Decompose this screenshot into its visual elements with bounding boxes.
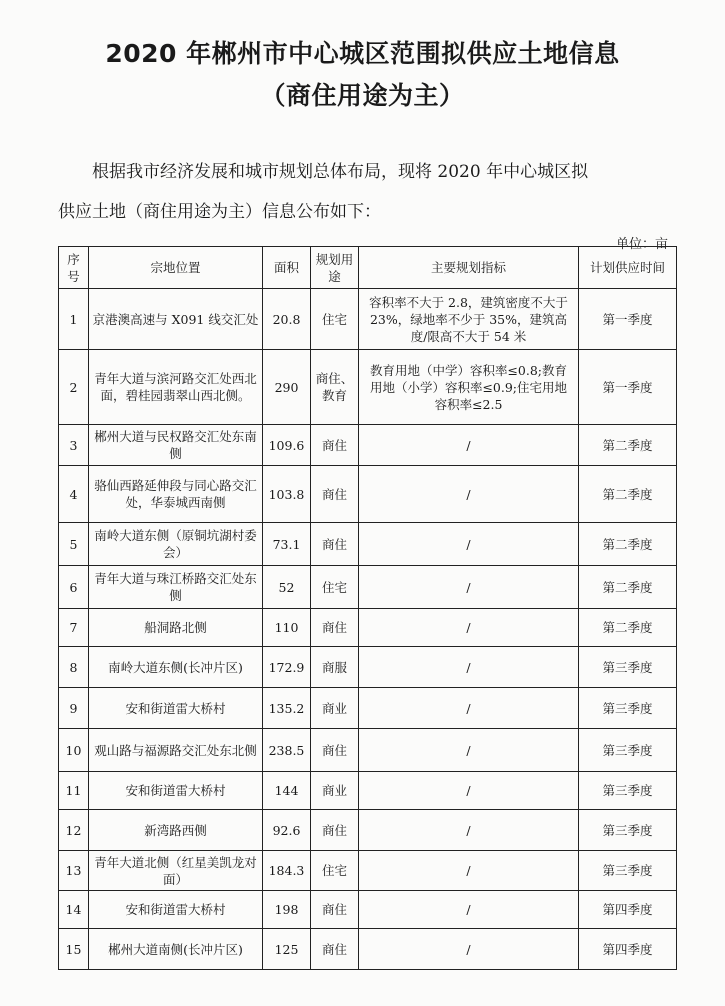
cell-use: 住宅: [311, 851, 359, 891]
cell-use: 住宅: [311, 566, 359, 609]
header-location: 宗地位置: [89, 247, 263, 289]
cell-area: 172.9: [263, 647, 311, 688]
cell-seq: 11: [59, 772, 89, 810]
cell-use: 商住、教育: [311, 350, 359, 425]
cell-use: 商住: [311, 729, 359, 772]
cell-location: 郴州大道与民权路交汇处东南侧: [89, 425, 263, 466]
cell-area: 184.3: [263, 851, 311, 891]
cell-location: 青年大道与珠江桥路交汇处东侧: [89, 566, 263, 609]
land-supply-table: [58, 246, 677, 970]
cell-location: 安和街道雷大桥村: [89, 772, 263, 810]
table-row: [59, 891, 677, 929]
table-row: [59, 647, 677, 688]
cell-metrics: 容积率不大于 2.8，建筑密度不大于 23%，绿地率不少于 35%，建筑高度/限高不大于 54 米: [359, 289, 579, 350]
cell-timing: 第三季度: [579, 851, 677, 891]
cell-area: 20.8: [263, 289, 311, 350]
cell-use: 商住: [311, 523, 359, 566]
cell-metrics: /: [359, 609, 579, 647]
cell-area: 238.5: [263, 729, 311, 772]
cell-use: 商住: [311, 810, 359, 851]
cell-seq: 13: [59, 851, 89, 891]
cell-timing: 第一季度: [579, 350, 677, 425]
cell-timing: 第二季度: [579, 523, 677, 566]
cell-seq: 3: [59, 425, 89, 466]
cell-area: 109.6: [263, 425, 311, 466]
intro-paragraph-line-1: 根据我市经济发展和城市规划总体布局，现将 2020 年中心城区拟: [92, 162, 589, 182]
cell-area: 73.1: [263, 523, 311, 566]
cell-use: 住宅: [311, 289, 359, 350]
header-use: 规划用途: [311, 247, 359, 289]
table-row: [59, 729, 677, 772]
cell-metrics: /: [359, 891, 579, 929]
cell-seq: 14: [59, 891, 89, 929]
cell-metrics: /: [359, 772, 579, 810]
cell-metrics: /: [359, 810, 579, 851]
header-area: 面积: [263, 247, 311, 289]
cell-seq: 9: [59, 688, 89, 729]
cell-metrics: /: [359, 688, 579, 729]
cell-seq: 6: [59, 566, 89, 609]
cell-location: 船洞路北侧: [89, 609, 263, 647]
cell-metrics: 教育用地（中学）容积率≤0.8;教育用地（小学）容积率≤0.9;住宅用地容积率≤2.5: [359, 350, 579, 425]
cell-timing: 第三季度: [579, 772, 677, 810]
cell-area: 135.2: [263, 688, 311, 729]
cell-timing: 第三季度: [579, 810, 677, 851]
cell-area: 103.8: [263, 466, 311, 523]
cell-area: 52: [263, 566, 311, 609]
cell-location: 观山路与福源路交汇处东北侧: [89, 729, 263, 772]
table-row: [59, 350, 677, 425]
cell-timing: 第二季度: [579, 566, 677, 609]
cell-metrics: /: [359, 425, 579, 466]
cell-timing: 第四季度: [579, 929, 677, 970]
cell-location: 南岭大道东侧(长冲片区): [89, 647, 263, 688]
cell-timing: 第一季度: [579, 289, 677, 350]
cell-area: 144: [263, 772, 311, 810]
cell-area: 290: [263, 350, 311, 425]
header-metrics: 主要规划指标: [359, 247, 579, 289]
cell-location: 骆仙西路延伸段与同心路交汇处，华泰城西南侧: [89, 466, 263, 523]
cell-timing: 第二季度: [579, 466, 677, 523]
table-row: [59, 425, 677, 466]
cell-use: 商住: [311, 425, 359, 466]
cell-timing: 第四季度: [579, 891, 677, 929]
cell-metrics: /: [359, 523, 579, 566]
cell-area: 92.6: [263, 810, 311, 851]
cell-timing: 第三季度: [579, 688, 677, 729]
cell-seq: 8: [59, 647, 89, 688]
cell-area: 198: [263, 891, 311, 929]
cell-use: 商业: [311, 688, 359, 729]
cell-area: 110: [263, 609, 311, 647]
intro-paragraph-line-2: 供应土地（商住用途为主）信息公布如下：: [58, 202, 381, 222]
cell-area: 125: [263, 929, 311, 970]
cell-use: 商住: [311, 466, 359, 523]
cell-seq: 10: [59, 729, 89, 772]
cell-location: 南岭大道东侧（原铜坑湖村委会）: [89, 523, 263, 566]
cell-location: 郴州大道南侧(长冲片区): [89, 929, 263, 970]
cell-seq: 7: [59, 609, 89, 647]
table-row: [59, 772, 677, 810]
cell-use: 商住: [311, 609, 359, 647]
cell-metrics: /: [359, 729, 579, 772]
cell-timing: 第二季度: [579, 425, 677, 466]
header-seq: 序号: [59, 247, 89, 289]
cell-location: 青年大道北侧（红星美凯龙对面）: [89, 851, 263, 891]
cell-seq: 15: [59, 929, 89, 970]
table-row: [59, 523, 677, 566]
table-row: [59, 466, 677, 523]
header-timing: 计划供应时间: [579, 247, 677, 289]
cell-location: 京港澳高速与 X091 线交汇处: [89, 289, 263, 350]
table-row: [59, 810, 677, 851]
table-row: [59, 289, 677, 350]
cell-seq: 2: [59, 350, 89, 425]
cell-metrics: /: [359, 647, 579, 688]
cell-seq: 5: [59, 523, 89, 566]
cell-use: 商服: [311, 647, 359, 688]
table-row: [59, 851, 677, 891]
cell-use: 商业: [311, 772, 359, 810]
cell-location: 安和街道雷大桥村: [89, 688, 263, 729]
table-row: [59, 688, 677, 729]
cell-location: 新湾路西侧: [89, 810, 263, 851]
cell-metrics: /: [359, 566, 579, 609]
document-title: 2020 年郴州市中心城区范围拟供应土地信息: [105, 39, 620, 68]
cell-seq: 1: [59, 289, 89, 350]
table-row: [59, 609, 677, 647]
cell-seq: 4: [59, 466, 89, 523]
cell-location: 青年大道与滨河路交汇处西北面，碧桂园翡翠山西北侧。: [89, 350, 263, 425]
table-header-row: [59, 247, 677, 289]
cell-use: 商住: [311, 891, 359, 929]
cell-timing: 第二季度: [579, 609, 677, 647]
table-row: [59, 566, 677, 609]
cell-metrics: /: [359, 851, 579, 891]
cell-timing: 第三季度: [579, 647, 677, 688]
cell-location: 安和街道雷大桥村: [89, 891, 263, 929]
cell-use: 商住: [311, 929, 359, 970]
cell-timing: 第三季度: [579, 729, 677, 772]
cell-metrics: /: [359, 466, 579, 523]
cell-metrics: /: [359, 929, 579, 970]
table-row: [59, 929, 677, 970]
unit-label: 单位：亩: [615, 237, 668, 252]
document-subtitle: （商住用途为主）: [260, 81, 465, 110]
cell-seq: 12: [59, 810, 89, 851]
